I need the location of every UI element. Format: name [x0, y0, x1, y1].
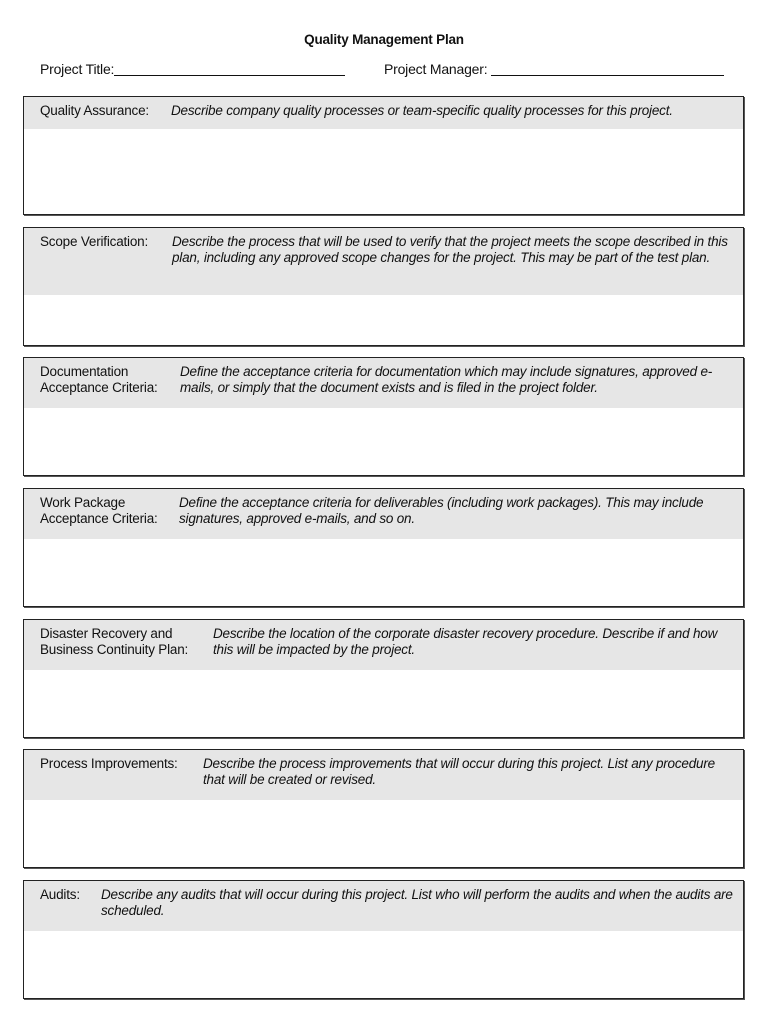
section-work-package-acceptance [23, 488, 744, 607]
section-audits [23, 880, 744, 999]
section-label: Documentation Acceptance Criteria: [40, 364, 158, 395]
section-description: Describe the process that will be used to verify that the project meets the scope described in this plan, including any approved scope changes for the project. This may be part of the test plan. [172, 234, 728, 265]
section-label: Process Improvements: [40, 756, 178, 771]
project-manager-label: Project Manager: [384, 61, 488, 77]
section-label: Work Package Acceptance Criteria: [40, 495, 158, 526]
section-header [24, 750, 743, 800]
project-title-label: Project Title: [40, 61, 115, 77]
section-label: Scope Verification: [40, 234, 149, 249]
project-title-blank[interactable] [114, 61, 345, 76]
section-scope-verification [23, 227, 744, 346]
project-manager-blank[interactable] [491, 61, 724, 76]
section-header [24, 358, 743, 408]
section-description: Describe any audits that will occur during this project. List who will perform the audits and when the audits are scheduled. [101, 887, 733, 918]
section-description: Describe the location of the corporate disaster recovery procedure. Describe if and how this will be impacted by the project. [213, 626, 718, 657]
section-description: Define the acceptance criteria for documentation which may include signatures, approved e-mails, or simply that the document exists and is filed in the project folder. [180, 364, 713, 395]
section-header [24, 489, 743, 539]
section-label: Disaster Recovery and Business Continuity Plan: [40, 626, 189, 657]
section-label: Quality Assurance: [40, 103, 149, 118]
section-description: Describe the process improvements that will occur during this project. List any procedure that will be created or revised. [203, 756, 715, 787]
document-title: Quality Management Plan [304, 32, 464, 47]
section-label: Audits: [40, 887, 80, 902]
section-header [24, 97, 743, 129]
project-manager-field[interactable] [384, 61, 724, 77]
section-description: Define the acceptance criteria for deliverables (including work packages). This may include signatures, approved e-mails, and so on. [179, 495, 704, 526]
section-header [24, 620, 743, 670]
project-title-field[interactable] [40, 61, 345, 77]
section-process-improvements [23, 749, 744, 868]
section-quality-assurance [23, 96, 744, 215]
section-header [24, 228, 743, 295]
section-disaster-recovery [23, 619, 744, 738]
section-header [24, 881, 743, 931]
section-documentation-acceptance [23, 357, 744, 476]
section-description: Describe company quality processes or team-specific quality processes for this project. [171, 103, 673, 118]
